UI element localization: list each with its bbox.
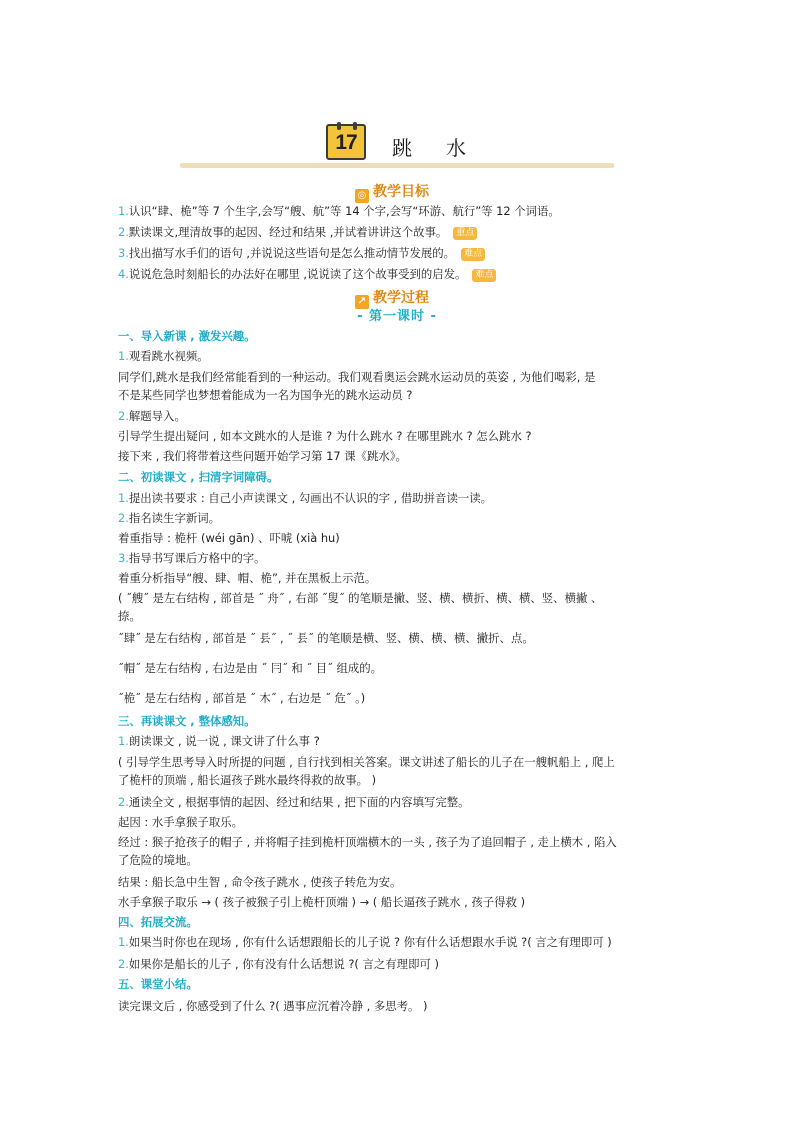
item-number: 2.	[118, 409, 129, 423]
line-text: 三、再读课文 , 整体感知。	[118, 714, 256, 728]
line-text: 二、初读课文 , 扫清字词障碍。	[118, 470, 279, 484]
text-line	[118, 490, 678, 506]
item-number: 2.	[118, 957, 129, 971]
target-icon: ◎	[355, 189, 369, 203]
objective-text: 找出描写水手们的语句 ,并说说这些语句是怎么推动情节发展的。	[128, 246, 456, 260]
text-line	[118, 733, 678, 749]
line-text: 一、导入新课 , 激发兴趣。	[118, 329, 256, 343]
text-line	[118, 794, 678, 810]
text-line	[118, 530, 678, 546]
difficulty-tag: 难点	[461, 248, 485, 261]
line-text: 通读全文 , 根据事情的起因、经过和结果 , 把下面的内容填写完整。	[128, 795, 470, 809]
text-line	[118, 998, 678, 1014]
objectives-heading: ◎ 教学目标	[355, 181, 429, 199]
section-heading	[118, 914, 678, 930]
line-text: 提出读书要求 : 自己小声读课文 , 勾画出不认识的字 , 借助拼音读一读。	[128, 491, 493, 505]
section-heading	[118, 976, 678, 992]
text-line	[118, 510, 678, 526]
item-number: 1.	[118, 734, 129, 748]
process-heading: ↗ 教学过程	[355, 287, 429, 305]
line-text: ˝肆˝ 是左右结构 , 部首是 ˝ 镸˝ , ˝ 镸˝ 的笔顺是横、竖、横、横、横、撇折、点。	[118, 631, 534, 645]
text-line	[118, 754, 678, 770]
line-text: 起因 : 水手拿猴子取乐。	[118, 815, 243, 829]
line-text: 读完课文后 , 你感受到了什么 ?( 遇事应沉着冷静 , 多思考。 )	[118, 999, 428, 1013]
line-text: 经过 : 猴子抢孩子的帽子 , 并将帽子挂到桅杆顶端横木的一头 , 孩子为了追回帽子 , 走上横木 , 陷入	[118, 835, 617, 849]
item-number: 4.	[118, 267, 129, 281]
line-text: 五、课堂小结。	[118, 977, 198, 991]
calendar-number-icon	[326, 124, 366, 160]
title-divider	[180, 163, 614, 168]
text-line	[118, 428, 678, 444]
item-number: 1.	[118, 204, 129, 218]
objective-text: 认识“肆、桅”等 7 个生字,会写“艘、航”等 14 个字,会写“环游、航行”等 12 个词语。	[128, 204, 560, 218]
page-title: 跳水	[392, 136, 500, 160]
text-line	[118, 834, 678, 850]
line-text: 水手拿猴子取乐 → ( 孩子被猴子引上桅杆顶端 ) → ( 船长逼孩子跳水 , 孩子得救 )	[118, 895, 526, 909]
text-line	[118, 660, 678, 676]
text-line	[118, 570, 678, 586]
item-number: 2.	[118, 795, 129, 809]
line-text: 四、拓展交流。	[118, 915, 198, 929]
item-number: 1.	[118, 349, 129, 363]
line-text: 捺。	[118, 609, 141, 623]
text-line	[118, 348, 678, 364]
text-line	[118, 369, 678, 385]
line-text: 指名读生字新词。	[128, 511, 221, 525]
lesson-label: - 第一课时 -	[357, 309, 437, 324]
line-text: 着重分析指导“艘、肆、帽、桅”, 并在黑板上示范。	[118, 571, 377, 585]
item-number: 3.	[118, 551, 129, 565]
line-text: 着重指导 : 桅杆 (wéi gān) 、吓唬 (xià hu)	[118, 531, 340, 545]
item-number: 1.	[118, 491, 129, 505]
line-text: ˝帽˝ 是左右结构 , 右边是由 ˝ 冃˝ 和 ˝ 目˝ 组成的。	[118, 661, 383, 675]
text-line	[118, 934, 678, 950]
objective-item	[118, 203, 678, 219]
line-text: 引导学生提出疑问 , 如本文跳水的人是谁 ? 为什么跳水 ? 在哪里跳水 ? 怎么跳水 ?	[118, 429, 532, 443]
line-text: 结果 : 船长急中生智 , 命令孩子跳水 , 使孩子转危为安。	[118, 875, 402, 889]
text-line	[118, 772, 678, 788]
item-number: 2.	[118, 511, 129, 525]
text-line	[118, 894, 678, 910]
line-text: ( ˝艘˝ 是左右结构 , 部首是 ˝ 舟˝ , 右部 ˝叟˝ 的笔顺是撇、竖、横、横折、横、横、竖、横撇 、	[118, 591, 603, 605]
objective-text: 说说危急时刻船长的办法好在哪里 ,说说读了这个故事受到的启发。	[128, 267, 467, 281]
text-line	[118, 387, 678, 403]
line-text: 观看跳水视频。	[128, 349, 209, 363]
text-line	[118, 408, 678, 424]
line-text: 了桅杆的顶端 , 船长逼孩子跳水最终得救的故事。 )	[118, 773, 377, 787]
line-text: 解题导入。	[128, 409, 186, 423]
text-line	[118, 550, 678, 566]
line-text: ( 引导学生思考导入时所提的问题 , 自行找到相关答案。课文讲述了船长的儿子在一艘帆船上 , 爬上	[118, 755, 615, 769]
line-text: 指导书写课后方格中的字。	[128, 551, 266, 565]
text-line	[118, 814, 678, 830]
item-number: 3.	[118, 246, 129, 260]
line-text: 朗读课文 , 说一说 , 课文讲了什么事 ?	[128, 734, 320, 748]
difficulty-tag: 重点	[453, 227, 477, 240]
objective-item	[118, 245, 678, 261]
objective-text: 默读课文,理清故事的起因、经过和结果 ,并试着讲讲这个故事。	[128, 225, 448, 239]
line-text: 了危险的境地。	[118, 853, 198, 867]
title-block	[326, 124, 526, 164]
text-line	[118, 630, 678, 646]
section-heading	[118, 328, 678, 344]
text-line	[118, 690, 678, 706]
item-number: 2.	[118, 225, 129, 239]
objective-item	[118, 266, 678, 282]
difficulty-tag: 难点	[472, 269, 496, 282]
text-line	[118, 874, 678, 890]
text-line	[118, 590, 678, 606]
text-line	[118, 608, 678, 624]
text-line	[118, 448, 678, 464]
process-icon: ↗	[355, 295, 369, 309]
item-number: 1.	[118, 935, 129, 949]
lesson-number: 17	[335, 131, 357, 154]
line-text: ˝桅˝ 是左右结构 , 部首是 ˝ 木˝ , 右边是 ˝ 危˝ 。)	[118, 691, 366, 705]
line-text: 不是某些同学也梦想着能成为一名为国争光的跳水运动员 ?	[118, 388, 413, 402]
section-heading	[118, 469, 678, 485]
text-line	[118, 852, 678, 868]
section-heading	[118, 713, 678, 729]
line-text: 接下来 , 我们将带着这些问题开始学习第 17 课《跳水》。	[118, 449, 407, 463]
line-text: 同学们,跳水是我们经常能看到的一种运动。我们观看奥运会跳水运动员的英姿 , 为他们喝彩, 是	[118, 370, 596, 384]
objective-item	[118, 224, 678, 240]
text-line	[118, 956, 678, 972]
line-text: 如果当时你也在现场 , 你有什么话想跟船长的儿子说 ? 你有什么话想跟水手说 ?( 言之有理即可 )	[128, 935, 612, 949]
line-text: 如果你是船长的儿子 , 你有没有什么话想说 ?( 言之有理即可 )	[128, 957, 439, 971]
